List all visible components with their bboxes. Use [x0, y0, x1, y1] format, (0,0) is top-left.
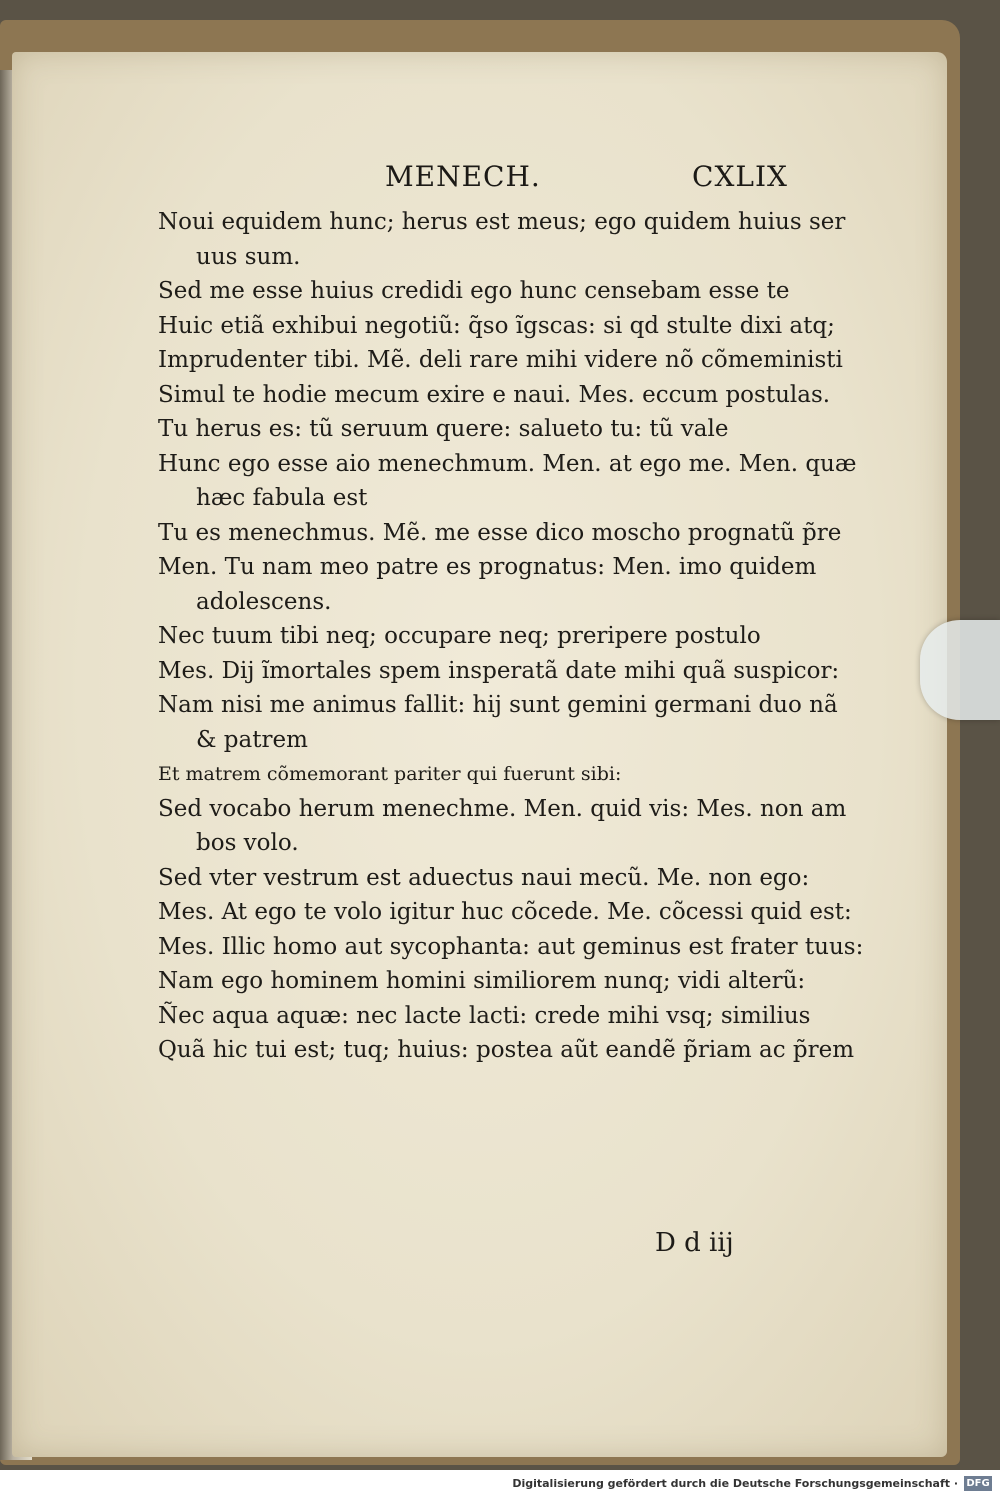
text-line: Men. Tu nam meo patre es prognatus: Men. imo quidem	[158, 554, 817, 580]
text-line: Sed vocabo herum menechme. Men. quid vis: Mes. non am	[158, 795, 847, 822]
text-line: Quã hic tui est; tuq; huius: postea aũt eandẽ p̃riam ac p̃rem	[158, 1037, 855, 1063]
text-line: Et matrem cõmemorant pariter qui fuerunt sibi:	[158, 763, 622, 785]
dfg-logo-icon: DFG	[964, 1476, 992, 1491]
text-line: & patrem	[196, 726, 308, 753]
text-line: Sed me esse huius credidi ego hunc censebam esse te	[158, 278, 790, 304]
signature-mark: D d iij	[655, 1228, 734, 1258]
text-line: Mes. At ego te volo igitur huc cõcede. Me. cõcessi quid est:	[158, 899, 852, 925]
text-line: Mes. Dij ĩmortales spem insperatã date mihi quã suspicor:	[158, 657, 840, 684]
text-line: Hunc ego esse aio menechmum. Men. at ego me. Men. quæ	[158, 450, 857, 477]
running-title: MENECH.	[385, 160, 541, 193]
text-line: Tu es menechmus. Mẽ. me esse dico moscho prognatũ p̃re	[158, 519, 842, 546]
text-line: Imprudenter tibi. Mẽ. deli rare mihi videre nõ cõmeministi	[158, 347, 843, 373]
funding-credit: Digitalisierung gefördert durch die Deutsche Forschungsgemeinschaft ·	[512, 1477, 958, 1490]
text-line: Mes. Illic homo aut sycophanta: aut geminus est frater tuus:	[158, 933, 864, 960]
page-clip	[920, 620, 1000, 720]
folio-number: CXLIX	[692, 160, 788, 193]
text-line: bos volo.	[196, 830, 299, 856]
text-line: adolescens.	[196, 588, 332, 615]
page-header	[160, 160, 800, 200]
text-line: Ñec aqua aquæ: nec lacte lacti: crede mihi vsq; similius	[158, 1002, 811, 1029]
text-line: Simul te hodie mecum exire e naui. Mes. eccum postulas.	[158, 381, 831, 408]
footer-bar	[0, 1470, 1000, 1498]
text-line: Nec tuum tibi neq; occupare neq; preripere postulo	[158, 623, 761, 649]
text-line: Nam ego hominem homini similiorem nunq; vidi alterũ:	[158, 968, 806, 994]
text-line: Tu herus es: tũ seruum quere: salueto tu: tũ vale	[158, 416, 729, 442]
text-line: Huic etiã exhibui negotiũ: q̃so ĩgscas: si qd stulte dixi atq;	[158, 312, 835, 339]
text-line: hæc fabula est	[196, 485, 368, 511]
text-line: uus sum.	[196, 243, 301, 270]
text-line: Sed vter vestrum est aduectus naui mecũ. Me. non ego:	[158, 864, 810, 891]
text-line: Noui equidem hunc; herus est meus; ego quidem huius ser	[158, 209, 846, 235]
text-block	[158, 205, 864, 1068]
text-line: Nam nisi me animus fallit: hij sunt gemini germani duo nã	[158, 692, 838, 718]
